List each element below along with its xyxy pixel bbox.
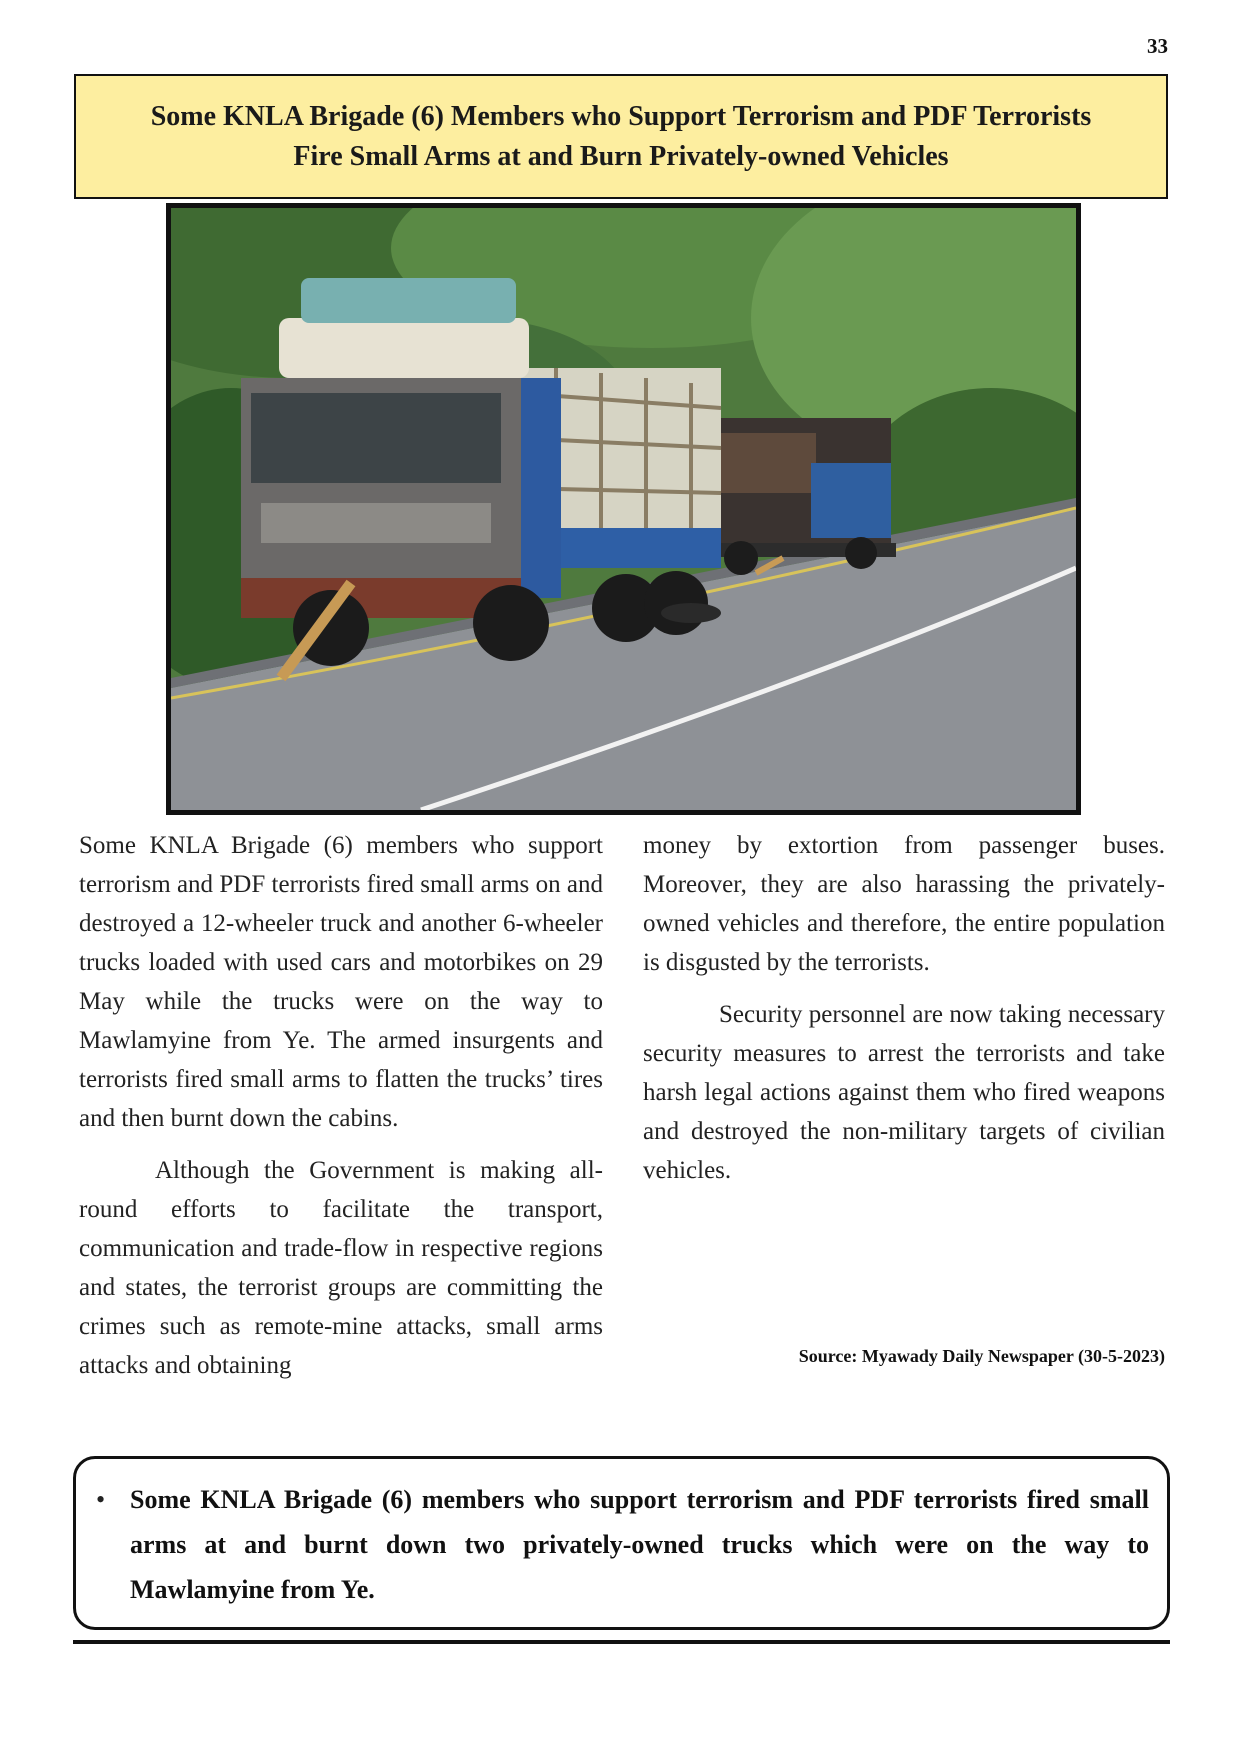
footer-divider [73,1640,1170,1644]
article-left-column [79,826,603,1398]
burnt-trucks-photo [166,203,1081,815]
article-paragraph-2-continued: money by extortion from passenger buses. Moreover, they are also harassing the privately-owned vehicles and therefore, the entire population is disgusted by the terrorists. [643,832,1165,976]
summary-bullet: • [96,1485,106,1514]
page-number: 33 [1147,34,1168,58]
summary-text: Some KNLA Brigade (6) members who support terrorism and PDF terrorists fired small arms at and burnt down two privately-owned trucks which were on the way to Mawlamyine from Ye. [130,1485,1149,1604]
article-right-column [643,826,1165,1203]
burnt-trucks-photo-illustration [171,208,1076,810]
article-title-box [74,74,1168,199]
article-paragraph-3: Security personnel are now taking necessary security measures to arrest the terrorists and take harsh legal actions against them who fired weapons and destroyed the non-military targets of civilian vehicles. [643,1001,1165,1184]
article-title-line-1: Some KNLA Brigade (6) Members who Support Terrorism and PDF Terrorists [150,100,1092,132]
article-title-line-2: Fire Small Arms at and Burn Privately-owned Vehicles [293,140,949,172]
article-paragraph-1: Some KNLA Brigade (6) members who support terrorism and PDF terrorists fired small arms on and destroyed a 12-wheeler truck and another 6-wheeler trucks loaded with used cars and motorbikes on 29 May while the trucks were on the way to Mawlamyine from Ye. The armed insurgents and terrorists fired small arms to flatten the trucks’ tires and then burnt down the cabins. [79,832,603,1132]
source-citation: Source: Myawady Daily Newspaper (30-5-2023) [798,1346,1165,1366]
summary-box [73,1456,1170,1630]
article-paragraph-2: Although the Government is making all-round efforts to facilitate the transport, communication and trade-flow in respective regions and states, the terrorist groups are committing the crimes such as remote-mine attacks, small arms attacks and obtaining [79,1157,603,1379]
